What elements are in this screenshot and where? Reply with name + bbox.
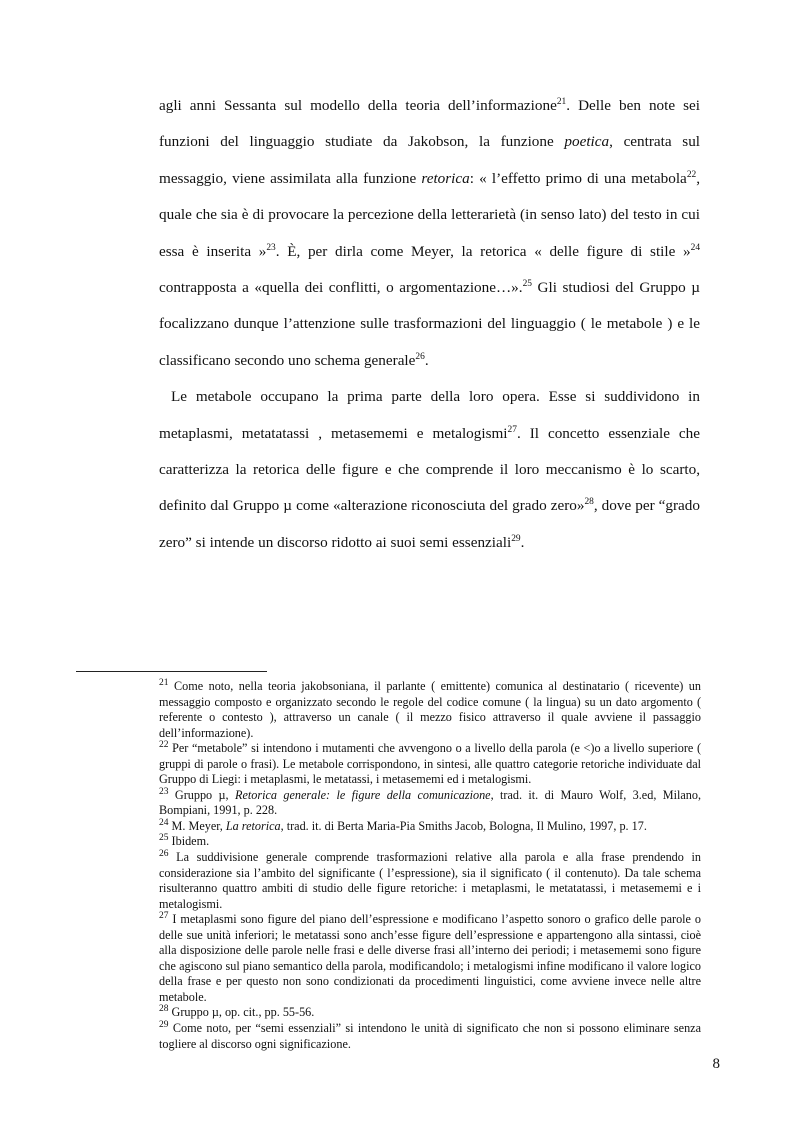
footnote-number: 23	[159, 786, 169, 797]
footnote	[159, 912, 701, 1005]
footnote-number: 28	[159, 1004, 169, 1015]
text-run: , centrata sul messaggio, viene assimilata alla funzione	[159, 133, 701, 187]
text-run: . Delle ben note sei funzioni del linguaggio studiate da Jakobson, la funzione	[159, 97, 700, 151]
text-run: . È, per dirla come Meyer, la retorica « delle figure di stile »	[275, 242, 691, 260]
text-run: Gruppo µ,	[168, 787, 235, 802]
footnote-ref: 23	[266, 242, 276, 253]
footnotes	[159, 679, 701, 1052]
text-run: agli anni Sessanta sul modello della teoria dell’informazione	[159, 97, 557, 114]
footnote-ref: 27	[507, 424, 517, 435]
italic-text: poetica	[564, 133, 610, 151]
footnote-number: 24	[159, 817, 169, 828]
paragraph	[159, 379, 700, 561]
text-run: I metaplasmi sono figure del piano dell’espressione e modificano l’aspetto sonoro o grafico delle parole o delle sue unità inferiori; le metatassi sono anch’esse figure dell’espressione e appartengono alla sintassi, cioè alla disposizione delle parole nelle frasi e delle diverse frasi all’interno dei periodi; i metasememi sono figure che agiscono sul piano semantico della parola, modificandolo; i metalogismi infine modificano il valore logico della frase e per questo non sono condizionati da procedimenti linguistici, come avviene invece nelle altre metabole.	[159, 912, 701, 1004]
main-text	[159, 88, 700, 561]
footnote-number: 22	[159, 740, 169, 751]
text-run: M. Meyer,	[168, 818, 226, 833]
text-run: , dove per “grado zero” si intende un discorso ridotto ai suoi semi essenziali	[159, 497, 700, 551]
text-run: trad. it. di Mauro Wolf, 3.ed, Milano, Bompiani, 1991, p. 228.	[159, 787, 702, 818]
italic-text: retorica	[421, 169, 470, 187]
footnote-number: 26	[159, 848, 169, 859]
paragraph	[159, 88, 700, 379]
text-run: , trad. it. di Berta Maria-Pia Smiths Jacob, Bologna, Il Mulino, 1997, p. 17.	[280, 818, 647, 833]
text-run: Le metabole occupano la prima parte della loro opera. Esse si suddividono in metaplasmi, metatatassi , metasememi e metalogismi	[159, 388, 700, 442]
footnote-number: 29	[159, 1019, 169, 1030]
footnote	[159, 741, 701, 788]
text-run: contrapposta a «quella dei conflitti, o argomentazione…».	[159, 279, 523, 297]
footnote-separator	[76, 671, 267, 672]
text-run: , quale che sia è di provocare la percezione della letterarietà (in senso lato) del testo in cui essa è inserita »	[159, 169, 701, 260]
footnote	[159, 1005, 701, 1021]
text-run: .	[520, 533, 525, 551]
text-run: . Il concetto essenziale che caratterizza la retorica delle figure e che comprende il loro meccanismo è lo scarto, definito dal Gruppo µ come «alterazione riconosciuta del grado zero»	[159, 424, 700, 515]
footnote-ref: 25	[522, 278, 532, 289]
text-run: Come noto, per “semi essenziali” si intendono le unità di significato che non si possono eliminare senza togliere al discorso ogni significazione.	[159, 1021, 701, 1051]
text-run: Per “metabole” si intendono i mutamenti che avvengono o a livello della parola (e <)o a livello superiore ( gruppi di parole o frasi). Le metabole corrispondono, in sintesi, alle quattro categorie retoriche individuate dal Gruppo di Liegi: i metaplasmi, le metatassi, i metasememi ed i metalogismi.	[159, 741, 701, 787]
footnote-ref: 26	[415, 351, 425, 362]
footnote-ref: 21	[556, 96, 567, 107]
footnote-ref: 22	[686, 169, 697, 180]
page-number: 8	[712, 1056, 720, 1072]
text-run: La suddivisione generale comprende trasformazioni relative alla parola e alla frase prendendo in considerazione sia l’ambito del significante ( l’espressione), sia il significato ( il contenuto). Da tale schema risulteranno quattro ambiti di studio delle figure retoriche: i metaplasmi, le metatatassi, i metasememi e i metalogismi.	[159, 850, 701, 911]
text-run: Gruppo µ, op. cit., pp. 55-56.	[168, 1005, 315, 1020]
italic-text: La retorica	[225, 818, 281, 833]
text-run: Come noto, nella teoria jakobsoniana, il parlante ( emittente) comunica al destinatario ( ricevente) un messaggio composto e organizzato secondo le regole del codice comune ( la lingua) su un dato argomento ( referente o contesto ), attraverso un canale ( il mezzo fisico attraverso il quale avviene il passaggio dell’informazione).	[159, 679, 701, 740]
footnote-ref: 24	[690, 242, 701, 253]
footnote	[159, 788, 701, 819]
footnote	[159, 850, 701, 912]
footnote	[159, 834, 701, 850]
text-run: Ibidem.	[168, 834, 210, 849]
footnote	[159, 1021, 701, 1052]
text-run: .	[424, 351, 429, 369]
text-run: Gli studiosi del Gruppo µ focalizzano dunque l’attenzione sulle trasformazioni del linguaggio ( le metabole ) e le classificano secondo uno schema generale	[159, 279, 701, 369]
footnote	[159, 679, 701, 741]
italic-text: Retorica generale: le figure della comunicazione,	[235, 787, 494, 802]
footnote-ref: 28	[584, 497, 594, 508]
footnote-number: 25	[159, 833, 169, 844]
footnote	[159, 819, 701, 835]
footnote-ref: 29	[511, 533, 521, 544]
footnote-number: 21	[159, 677, 169, 688]
text-run: : « l’effetto primo di una metabola	[469, 169, 687, 187]
footnote-number: 27	[159, 911, 169, 922]
